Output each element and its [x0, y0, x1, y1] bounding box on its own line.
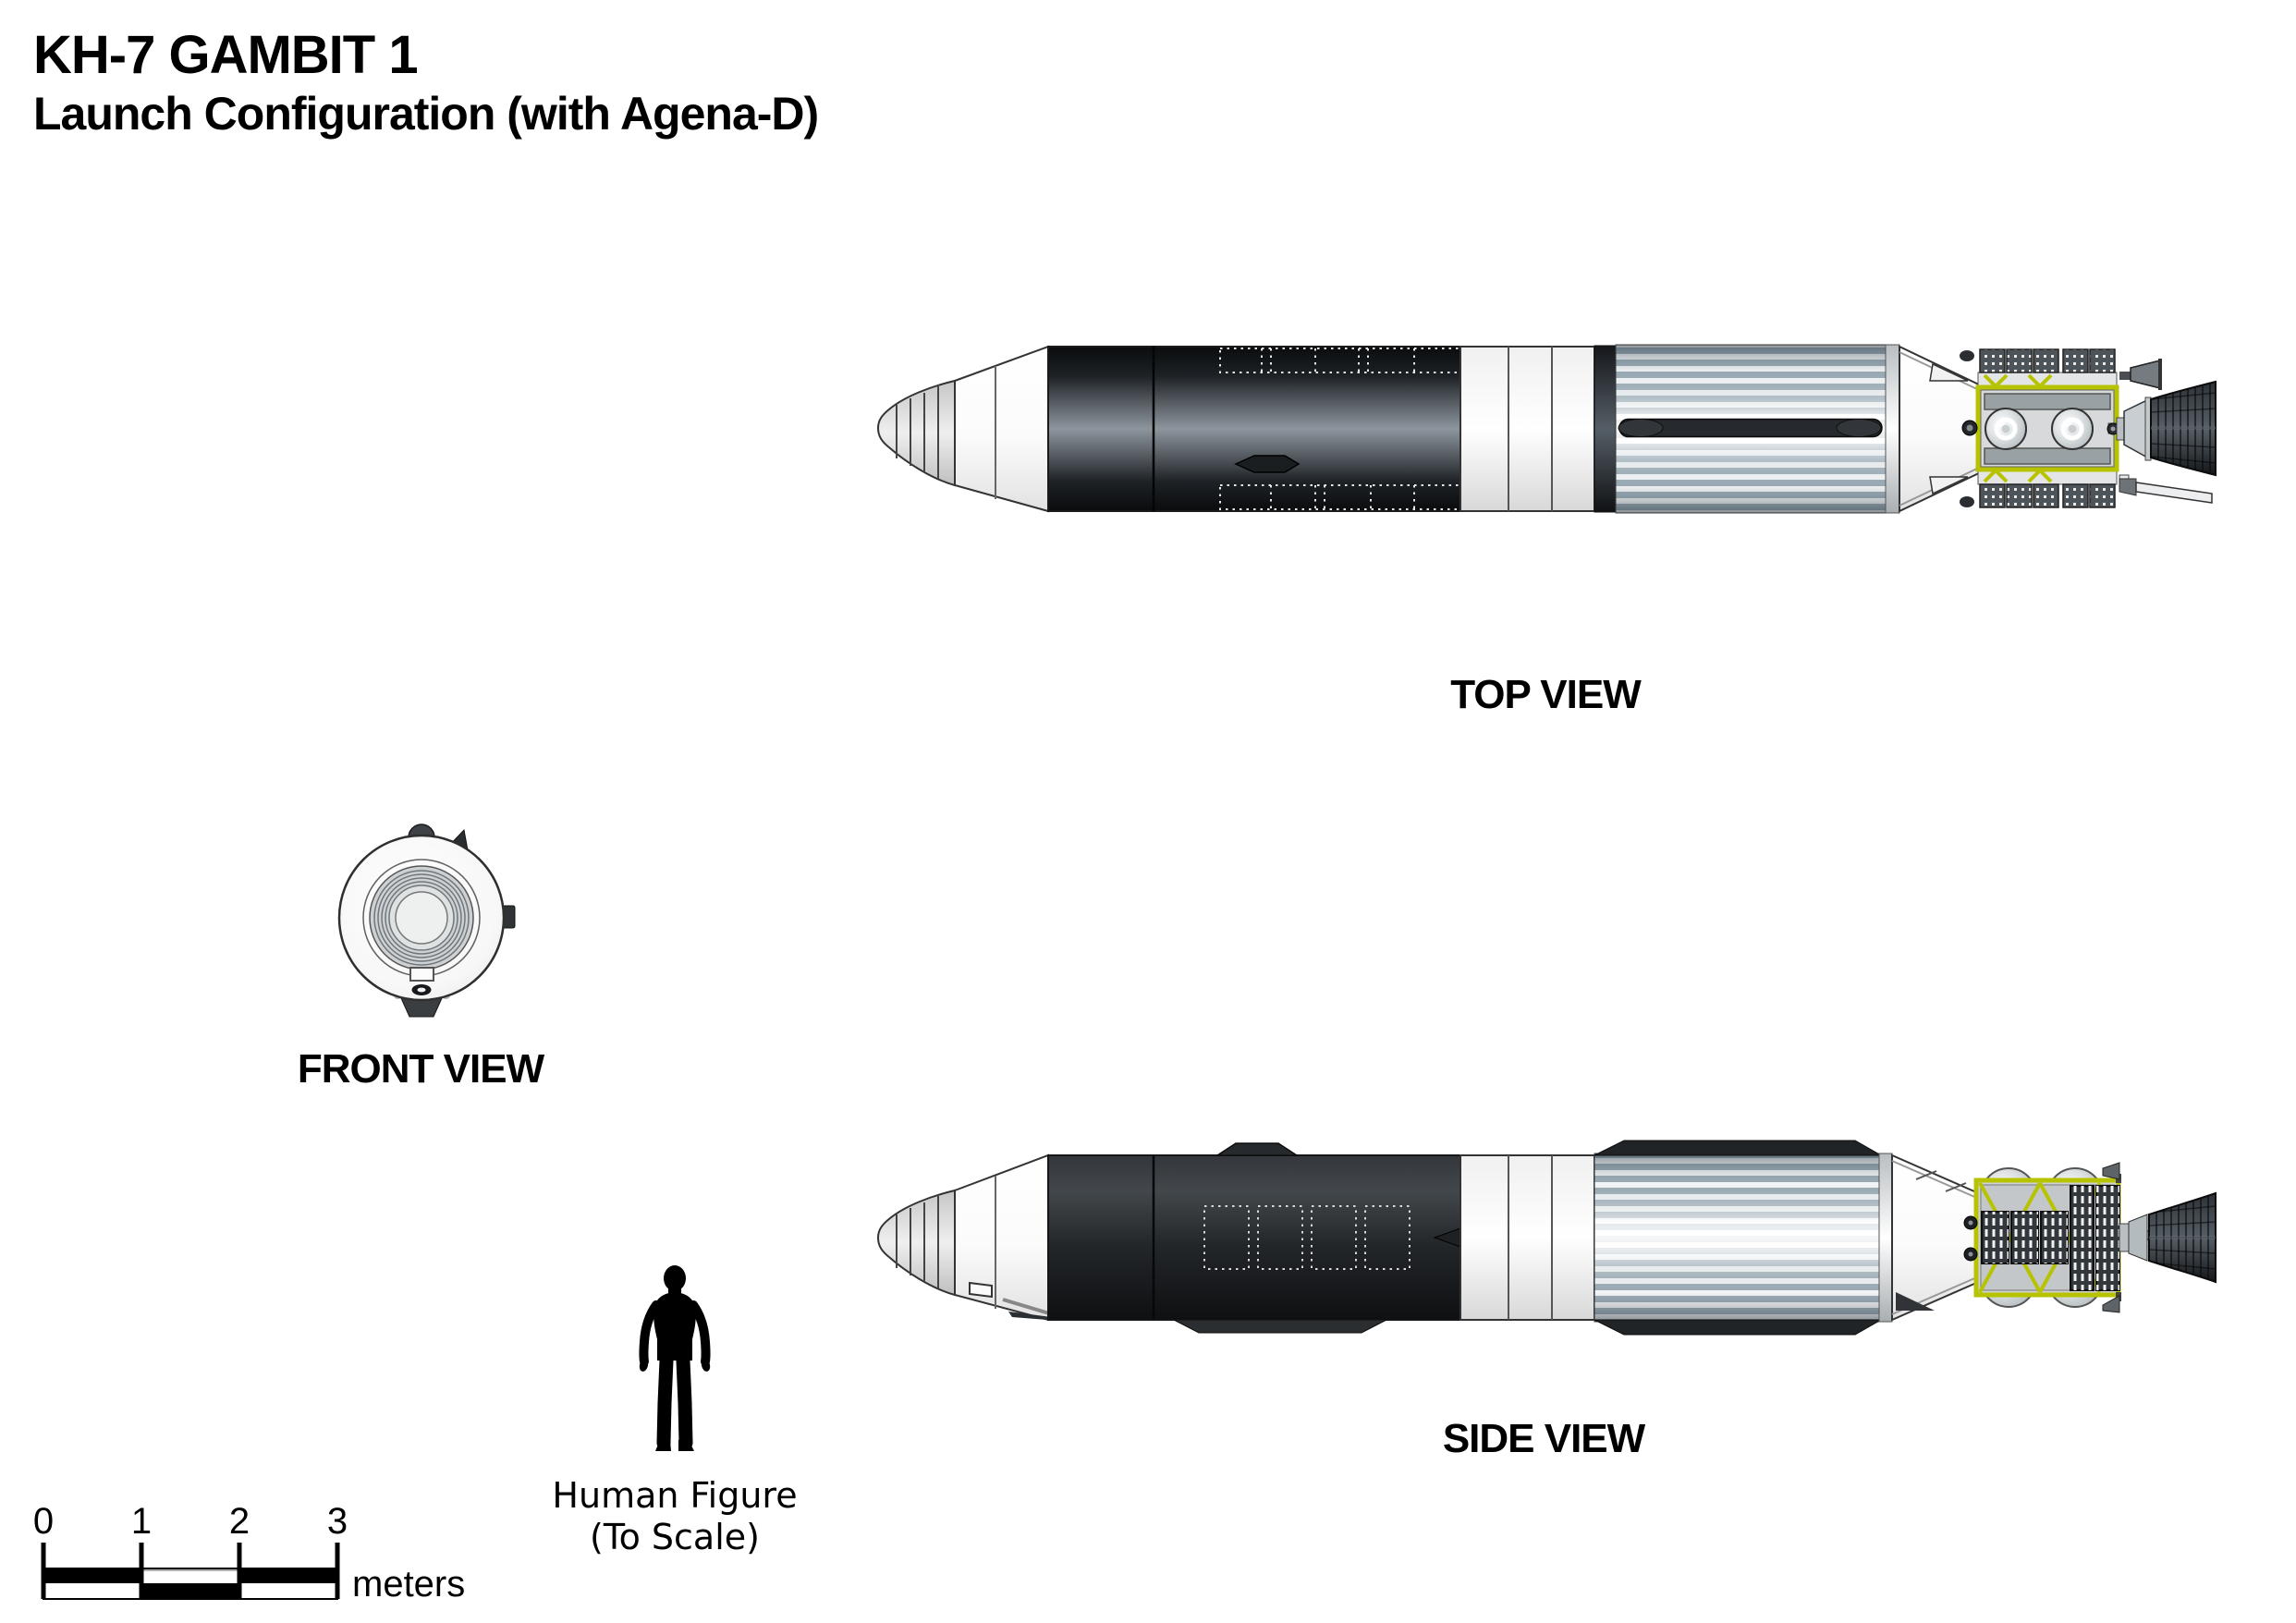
thruster-top	[2119, 359, 2162, 390]
light-transition-ring	[1886, 345, 1899, 513]
camera-body-section	[1048, 1143, 1460, 1333]
aft-equipment-rack	[1964, 1163, 2121, 1312]
agena-engine	[2119, 1189, 2216, 1285]
agena-corrugated-section	[1594, 1141, 1881, 1335]
camera-body-section	[1048, 347, 1465, 511]
camera-lens-barrel	[370, 866, 473, 970]
human-silhouette	[605, 1264, 744, 1463]
midbody-section	[1460, 347, 1594, 511]
title-block	[33, 26, 818, 140]
antenna-blade	[2119, 475, 2212, 503]
front-view-label: FRONT VIEW	[297, 1046, 544, 1092]
scale-tick-3: 3	[326, 1501, 348, 1542]
bottom-fairing	[1174, 1320, 1386, 1333]
bottom-port	[412, 984, 432, 995]
side-view-drawing	[873, 1128, 2228, 1345]
side-view-label: SIDE VIEW	[1442, 1416, 1645, 1461]
solar-array-top	[1978, 349, 2117, 387]
scale-unit-label: meters	[352, 1564, 466, 1605]
midbody-section	[1460, 1155, 1594, 1320]
bottom-fairing-cap	[1594, 1320, 1881, 1335]
agena-corrugated-section	[1616, 345, 1886, 513]
human-scale-label: (To Scale)	[590, 1517, 760, 1557]
front-view-drawing	[324, 813, 527, 1031]
scale-tick-1: 1	[130, 1501, 153, 1542]
boattail-cone	[1892, 1155, 1983, 1320]
scale-bar	[40, 1540, 345, 1605]
dark-transition-ring	[1594, 346, 1616, 512]
nose-cap	[878, 381, 955, 485]
access-port	[410, 968, 434, 981]
agena-engine	[2117, 359, 2216, 503]
human-figure-label: Human Figure	[552, 1475, 798, 1516]
nose-cap	[878, 1190, 955, 1295]
payload-fairing	[955, 347, 1048, 511]
aft-equipment-rack	[1960, 349, 2119, 507]
scale-tick-2: 2	[228, 1501, 250, 1542]
top-view-drawing	[873, 323, 2228, 522]
payload-fairing	[955, 1155, 1058, 1320]
top-bump	[1217, 1143, 1297, 1155]
light-transition-ring	[1879, 1153, 1892, 1322]
top-view-label: TOP VIEW	[1450, 672, 1641, 717]
page-title: KH-7 GAMBIT 1	[33, 25, 418, 85]
scale-tick-0: 0	[32, 1501, 55, 1542]
top-fairing-cap	[1594, 1141, 1881, 1155]
page-subtitle: Launch Configuration (with Agena-D)	[33, 87, 819, 140]
solar-array-bottom	[1978, 470, 2117, 507]
